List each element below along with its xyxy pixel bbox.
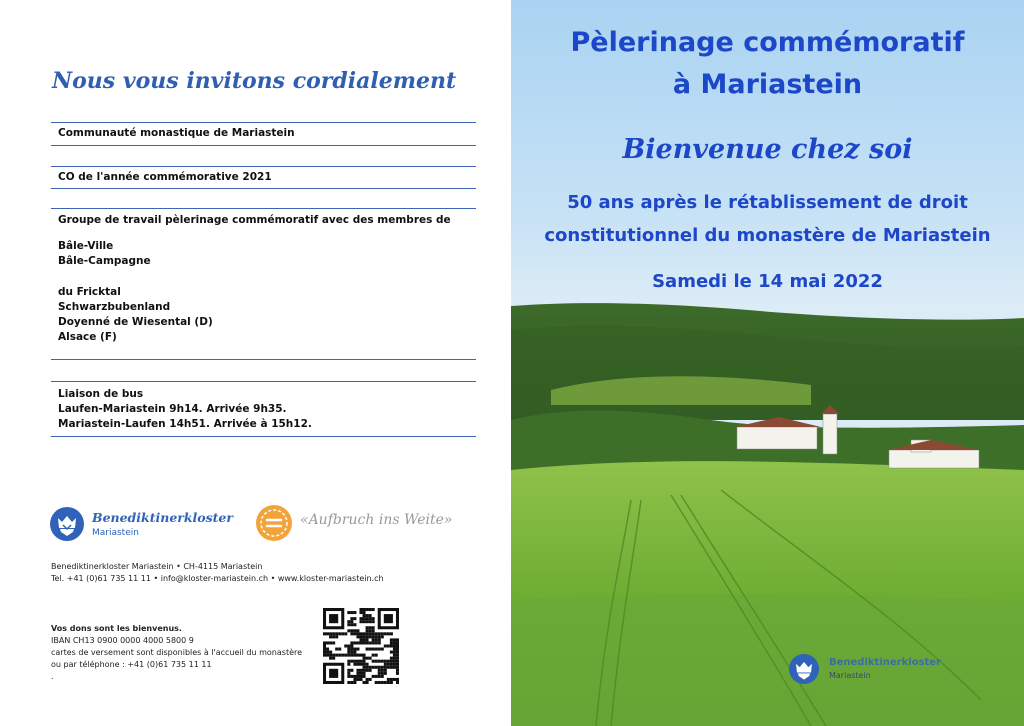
row-committee: CO de l'année commémorative 2021 — [58, 171, 272, 183]
cover-title-line1: Pèlerinage commémoratif — [570, 27, 965, 58]
contact-line: Tel. +41 (0)61 735 11 11 • info@kloster-mariastein.ch • www.kloster-mariastein.ch — [51, 574, 384, 583]
region-item: Alsace (F) — [58, 331, 117, 343]
cover-subtitle-line1: 50 ans après le rétablissement de droit — [567, 192, 968, 213]
region-item: Bâle-Campagne — [58, 255, 151, 267]
divider — [51, 166, 476, 167]
divider — [51, 359, 476, 360]
divider — [51, 436, 476, 437]
cover-logo-subtitle: Mariastein — [829, 671, 871, 680]
cover-title-line2: à Mariastein — [672, 69, 863, 100]
donation-title: Vos dons sont les bienvenus. — [51, 624, 182, 633]
crown-shield-icon — [50, 507, 84, 541]
slogan: «Aufbruch ins Weite» — [300, 512, 453, 528]
divider — [51, 122, 476, 123]
iban: IBAN CH13 0900 0000 4000 5800 9 — [51, 636, 194, 645]
donation-info: cartes de versement sont disponibles à l'accueil du monastère — [51, 648, 303, 657]
cover-tagline: Bienvenue chez soi — [622, 134, 913, 165]
landscape-photo — [511, 0, 1024, 726]
region-item: Doyenné de Wiesental (D) — [58, 316, 213, 328]
region-item: du Fricktal — [58, 286, 121, 298]
crown-shield-icon — [789, 654, 819, 684]
bus-title: Liaison de bus — [58, 388, 144, 400]
jubilee-badge-icon — [256, 505, 292, 541]
row-working-group: Groupe de travail pèlerinage commémoratif avec des membres de — [58, 214, 451, 226]
logo-subtitle: Mariastein — [92, 528, 139, 538]
qr-code-icon[interactable] — [323, 608, 399, 684]
address-line: Benediktinerkloster Mariastein • CH-4115 Mariastein — [51, 562, 263, 571]
invitation-heading: Nous vous invitons cordialement — [52, 68, 457, 94]
divider — [51, 381, 476, 382]
invitation-back-page — [0, 0, 511, 726]
invitation-cover-page — [511, 0, 1024, 726]
logo-name: Benediktinerkloster — [92, 510, 233, 525]
region-item: Bâle-Ville — [58, 240, 114, 252]
region-item: Schwarzbubenland — [58, 301, 171, 313]
cover-subtitle-line2: constitutionnel du monastère de Mariastein — [544, 225, 991, 246]
trailing-dot: . — [51, 672, 54, 681]
cover-date: Samedi le 14 mai 2022 — [652, 271, 883, 292]
divider — [51, 188, 476, 189]
divider — [51, 145, 476, 146]
bus-line: Mariastein-Laufen 14h51. Arrivée à 15h12. — [58, 418, 312, 430]
row-community: Communauté monastique de Mariastein — [58, 127, 295, 139]
divider — [51, 208, 476, 209]
bus-line: Laufen-Mariastein 9h14. Arrivée 9h35. — [58, 403, 287, 415]
donation-phone: ou par téléphone : +41 (0)61 735 11 11 — [51, 660, 212, 669]
cover-logo-name: Benediktinerkloster — [829, 657, 941, 668]
